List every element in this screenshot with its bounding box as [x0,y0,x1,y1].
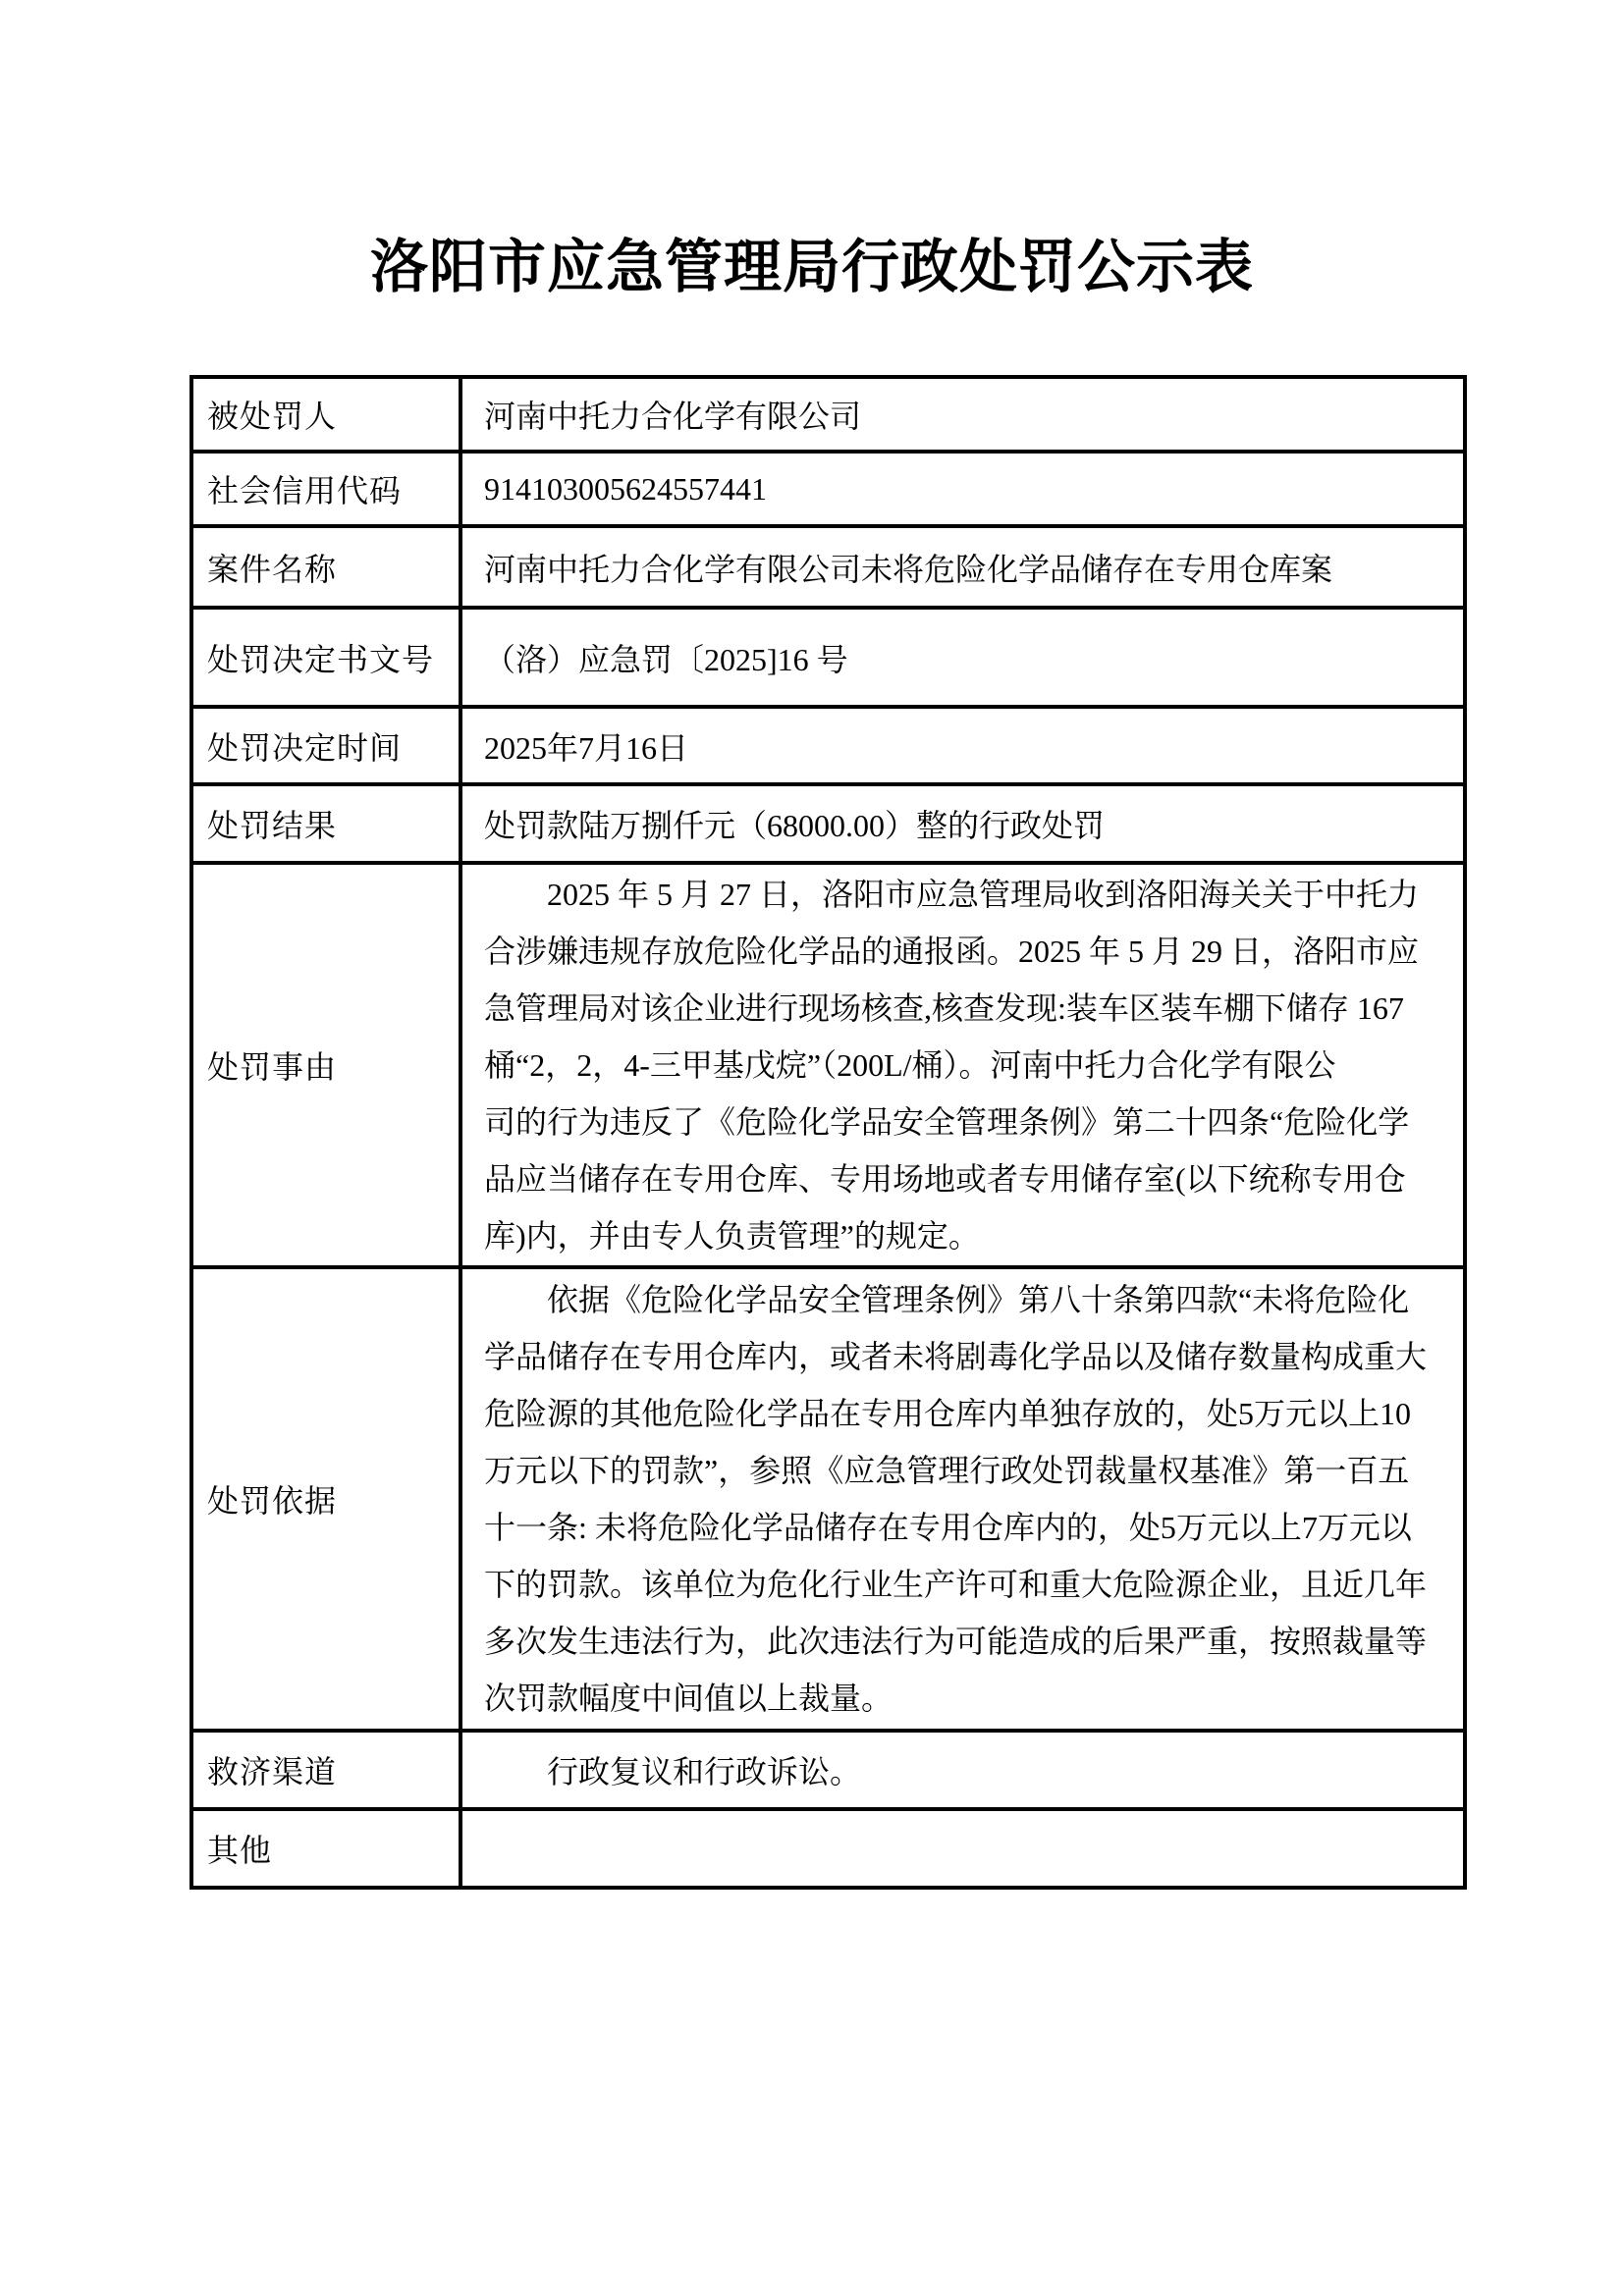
paragraph-line: 库)内，并由专人负责管理”的规定。 [484,1218,980,1254]
paragraph-line: 万元以下的罚款”，参照《应急管理行政处罚裁量权基准》第一百五 [484,1453,1410,1488]
paragraph-line: 多次发生违法行为，此次违法行为可能造成的后果严重，按照裁量等 [484,1624,1428,1659]
row-label-other: 其他 [191,1809,460,1888]
table-row [191,526,1465,608]
paragraph-line: 桶“2，2，4-三甲基戊烷”（200L/桶）。河南中托力合化学有限公 [484,1047,1336,1083]
row-label-credit-code: 社会信用代码 [191,452,460,526]
row-value-case-name: 河南中托力合化学有限公司未将危险化学品储存在专用仓库案 [460,526,1465,608]
row-value-remedy-channels: 行政复议和行政诉讼。 [460,1731,1465,1809]
table-row [191,707,1465,784]
row-label-penalty-basis: 处罚依据 [191,1267,460,1731]
row-value-penalty-result: 处罚款陆万捌仟元（68000.00）整的行政处罚 [460,784,1465,863]
row-label-decision-doc-number: 处罚决定书文号 [191,608,460,707]
table-row [191,1731,1465,1809]
row-value-penalty-basis [460,1267,1465,1731]
paragraph-line: 急管理局对该企业进行现场核查,核查发现:装车区装车棚下储存 167 [484,990,1404,1026]
row-label-decision-date: 处罚决定时间 [191,707,460,784]
row-value-decision-date: 2025年7月16日 [460,707,1465,784]
paragraph-line: 合涉嫌违规存放危险化学品的通报函。2025 年 5 月 29 日，洛阳市应 [484,934,1420,969]
table-row [191,1267,1465,1731]
table-row [191,863,1465,1267]
row-label-punished-party: 被处罚人 [191,377,460,452]
row-label-penalty-reason: 处罚事由 [191,863,460,1267]
table-row [191,784,1465,863]
row-label-remedy-channels: 救济渠道 [191,1731,460,1809]
table-row [191,452,1465,526]
row-value-other [460,1809,1465,1888]
paragraph-line: 危险源的其他危险化学品在专用仓库内单独存放的，处5万元以上10 [484,1396,1412,1431]
table-row [191,1809,1465,1888]
page-title: 洛阳市应急管理局行政处罚公示表 [369,235,1254,299]
row-value-credit-code: 914103005624557441 [460,452,1465,526]
paragraph-line: 下的罚款。该单位为危化行业生产许可和重大危险源企业，且近几年 [484,1567,1428,1602]
table-row [191,608,1465,707]
paragraph-line: 2025 年 5 月 27 日，洛阳市应急管理局收到洛阳海关关于中托力 [547,877,1420,912]
row-label-case-name: 案件名称 [191,526,460,608]
row-label-penalty-result: 处罚结果 [191,784,460,863]
table-row [191,377,1465,452]
penalty-table [189,375,1467,1890]
paragraph-line: 司的行为违反了《危险化学品安全管理条例》第二十四条“危险化学 [484,1104,1410,1140]
paragraph-line: 学品储存在专用仓库内，或者未将剧毒化学品以及储存数量构成重大 [484,1339,1428,1374]
row-value-decision-doc-number: （洛）应急罚〔2025]16 号 [460,608,1465,707]
row-value-punished-party: 河南中托力合化学有限公司 [460,377,1465,452]
paragraph-line: 次罚款幅度中间值以上裁量。 [484,1681,893,1716]
row-value-penalty-reason [460,863,1465,1267]
paragraph-line: 依据《危险化学品安全管理条例》第八十条第四款“未将危险化 [547,1282,1410,1317]
paragraph-line: 十一条: 未将危险化学品储存在专用仓库内的，处5万元以上7万元以 [484,1510,1412,1545]
paragraph-line: 品应当储存在专用仓库、专用场地或者专用储存室(以下统称专用仓 [484,1161,1406,1197]
